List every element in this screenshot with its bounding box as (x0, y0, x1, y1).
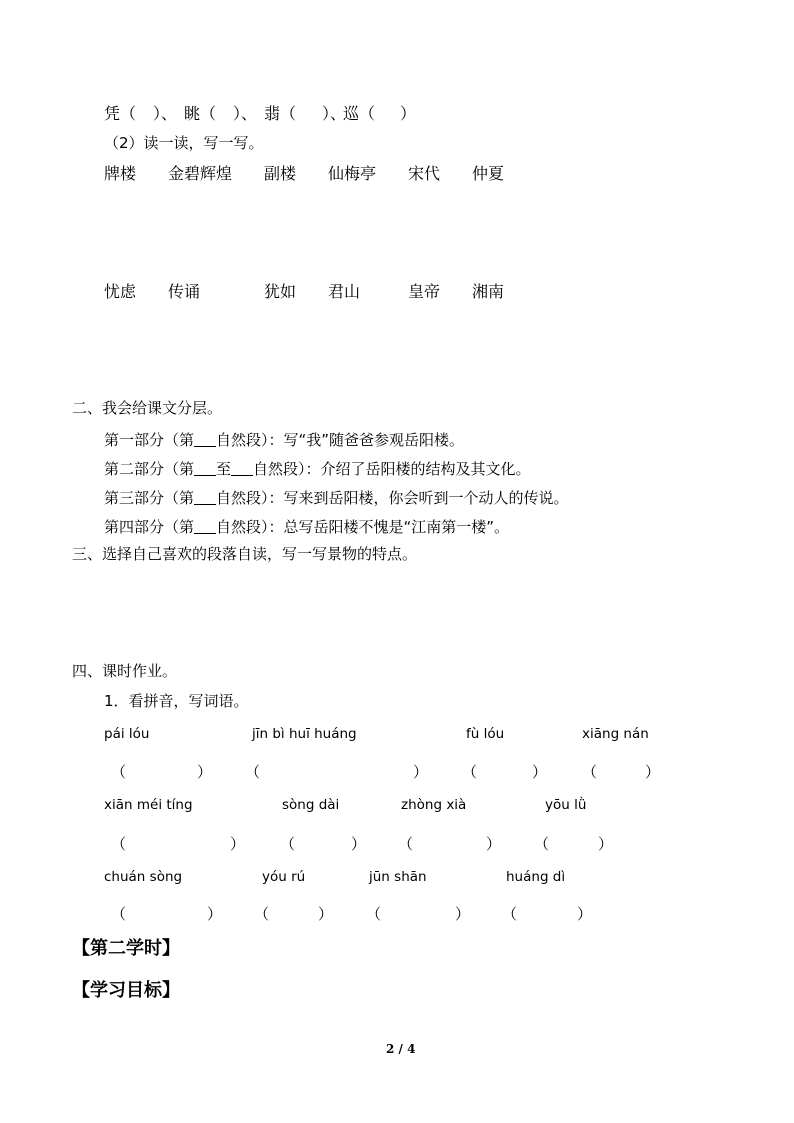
paren-open: （ (245, 763, 261, 781)
paren-close: ） (598, 835, 614, 853)
read-write-label: （2）读一读，写一写。 (104, 134, 264, 152)
paren-open: （ (111, 835, 127, 853)
blank-field[interactable] (231, 460, 253, 476)
paren-close: ） (577, 905, 593, 923)
part-3-prefix: 第三部分（第 (104, 489, 195, 507)
pinyin: jūn shān (369, 869, 427, 885)
part-4-line (104, 518, 509, 535)
part-2-text: 自然段）：介绍了岳阳楼的结构及其文化。 (253, 460, 531, 478)
pinyin: pái lóu (104, 726, 150, 742)
part-2-to: 至 (216, 460, 232, 478)
part-3-text: 自然段）：写来到岳阳楼，你会听到一个动人的传说。 (216, 489, 569, 507)
blank-field[interactable] (194, 460, 216, 476)
part-4-text: 自然段）：总写岳阳楼不愧是“江南第一楼”。 (216, 518, 510, 536)
blank-field[interactable] (194, 489, 216, 505)
pinyin: huáng dì (506, 869, 566, 885)
word: 忧虑 (104, 282, 137, 301)
paren-close: ） (532, 763, 548, 781)
pinyin: fù lóu (466, 726, 505, 742)
part-2-line (104, 460, 531, 477)
pinyin: xiān méi tíng (104, 797, 193, 813)
paren-open: （ (280, 835, 296, 853)
part-2-prefix: 第二部分（第 (104, 460, 195, 478)
word: 皇帝 (408, 282, 441, 301)
paren-open: （ (398, 835, 414, 853)
paren-open: （ (111, 905, 127, 923)
word: 仙梅亭 (328, 164, 377, 183)
pinyin: xiāng nán (582, 726, 649, 742)
char-xun-close: ） (400, 104, 417, 123)
paren-open: （ (254, 905, 270, 923)
paren-close: ） (197, 763, 213, 781)
char-ping-close: ）、 (153, 104, 178, 123)
blank-field[interactable] (194, 518, 216, 534)
paren-open: （ (462, 763, 478, 781)
pinyin: chuán sòng (104, 869, 183, 885)
char-fei-close: ）、 (322, 104, 347, 123)
paren-open: （ (534, 835, 550, 853)
paren-close: ） (645, 763, 661, 781)
blank-field[interactable] (194, 431, 216, 447)
char-tiao-close: ）、 (233, 104, 258, 123)
paren-open: （ (366, 905, 382, 923)
section-3-title: 三、选择自己喜欢的段落自读，写一写景物的特点。 (72, 545, 418, 563)
part-1-prefix: 第一部分（第 (104, 431, 195, 449)
paren-close: ） (207, 905, 223, 923)
word: 湘南 (472, 282, 505, 301)
pinyin: yóu rú (262, 869, 306, 885)
section-4-title: 四、课时作业。 (72, 662, 178, 680)
paren-open: （ (502, 905, 518, 923)
char-tiao: 眺（ (184, 104, 217, 123)
part-1-text: 自然段）：写“我”随爸爸参观岳阳楼。 (216, 431, 465, 449)
paren-close: ） (230, 835, 246, 853)
word: 牌楼 (104, 164, 137, 183)
char-fei: 翡（ (264, 104, 297, 123)
word: 金碧辉煌 (168, 164, 233, 183)
pinyin: jīn bì huī huáng (252, 726, 357, 742)
pinyin: zhòng xià (401, 797, 467, 813)
section-2-title: 二、我会给课文分层。 (72, 399, 223, 417)
paren-close: ） (318, 905, 334, 923)
question-1: 1．看拼音，写词语。 (104, 692, 249, 710)
word: 犹如 (264, 282, 297, 301)
paren-close: ） (486, 835, 502, 853)
page-number: 2 / 4 (386, 1042, 416, 1056)
paren-close: ） (455, 905, 471, 923)
lesson-2-title: 【第二学时】 (72, 938, 180, 959)
part-1-line (104, 431, 464, 448)
paren-close: ） (351, 835, 367, 853)
word: 传诵 (168, 282, 201, 301)
pinyin: yōu lǜ (545, 797, 587, 813)
char-xun: 巡（ (343, 104, 376, 123)
word: 仲夏 (472, 164, 505, 183)
pinyin: sòng dài (282, 797, 340, 813)
word: 君山 (328, 282, 361, 301)
char-ping: 凭（ (104, 104, 137, 123)
part-3-line (104, 489, 569, 506)
learning-goals-title: 【学习目标】 (72, 980, 180, 1001)
paren-open: （ (111, 763, 127, 781)
word: 宋代 (408, 164, 441, 183)
part-4-prefix: 第四部分（第 (104, 518, 195, 536)
paren-close: ） (413, 763, 429, 781)
paren-open: （ (582, 763, 598, 781)
word: 副楼 (264, 164, 297, 183)
